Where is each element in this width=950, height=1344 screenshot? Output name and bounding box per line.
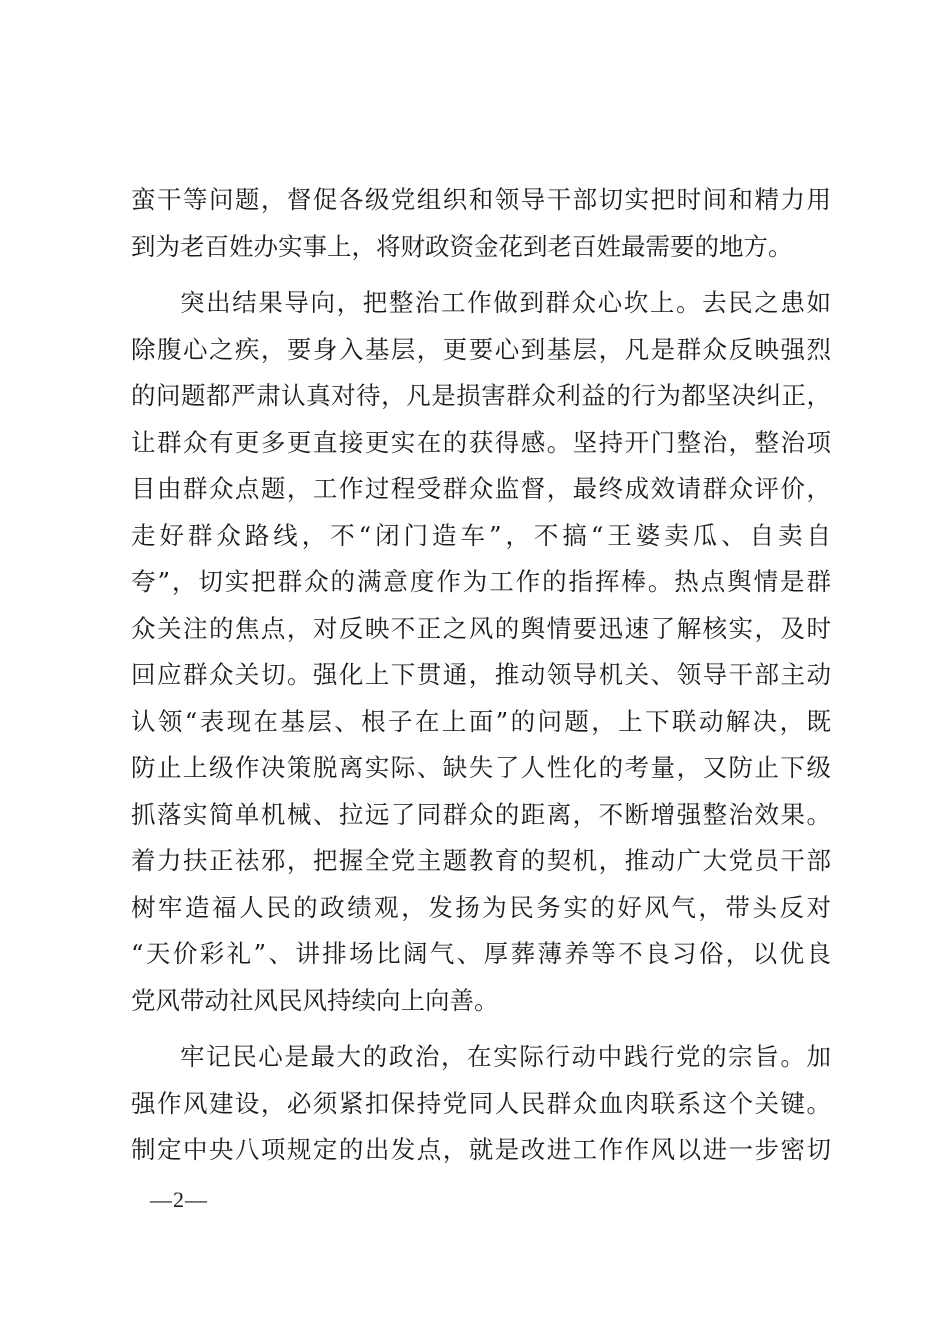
text-line: 回应群众关切。强化上下贯通，推动领导机关、领导干部主动 <box>131 660 831 689</box>
text-line: 强作风建设，必须紧扣保持党同人民群众血肉联系这个关键。 <box>131 1088 831 1118</box>
text-line: 的问题都严肃认真对待，凡是损害群众利益的行为都坚决纠正， <box>131 381 831 410</box>
text-line: 夸”，切实把群众的满意度作为工作的指挥棒。热点舆情是群 <box>131 567 831 596</box>
text-line: 认领“表现在基层、根子在上面”的问题，上下联动解决，既 <box>131 706 831 736</box>
text-line: 让群众有更多更直接更实在的获得感。坚持开门整治，整治项 <box>131 427 831 457</box>
text-line: 目由群众点题，工作过程受群众监督，最终成效请群众评价， <box>131 474 831 503</box>
text-line: 制定中央八项规定的出发点，就是改进工作作风以进一步密切 <box>131 1135 831 1164</box>
text-line: 防止上级作决策脱离实际、缺失了人性化的考量，又防止下级 <box>131 753 831 782</box>
text-line: 党风带动社风民风持续向上向善。 <box>131 985 499 1015</box>
text-line: 众关注的焦点，对反映不正之风的舆情要迅速了解核实，及时 <box>131 613 831 643</box>
text-line: 走好群众路线，不“闭门造车”，不搞“王婆卖瓜、自卖自 <box>131 520 831 550</box>
body-text <box>131 177 831 1174</box>
text-line: 到为老百姓办实事上，将财政资金花到老百姓最需要的地方。 <box>131 231 793 261</box>
paragraph-start: 牢记民心是最大的政治，在实际行动中践行党的宗旨。加 <box>180 1042 831 1071</box>
text-line: 抓落实简单机械、拉远了同群众的距离，不断增强整治效果。 <box>131 799 831 829</box>
text-line: 着力扶正祛邪，把握全党主题教育的契机，推动广大党员干部 <box>131 846 831 875</box>
paragraph-start: 突出结果导向，把整治工作做到群众心坎上。去民之患如 <box>180 288 831 317</box>
page-number: —2— <box>150 1187 208 1212</box>
text-line: 蛮干等问题，督促各级党组织和领导干部切实把时间和精力用 <box>131 185 831 214</box>
text-line: “天价彩礼”、讲排场比阔气、厚葬薄养等不良习俗，以优良 <box>131 939 831 968</box>
text-line: 树牢造福人民的政绩观，发扬为民务实的好风气，带头反对 <box>131 892 831 922</box>
text-line: 除腹心之疾，要身入基层，更要心到基层，凡是群众反映强烈 <box>131 334 831 364</box>
